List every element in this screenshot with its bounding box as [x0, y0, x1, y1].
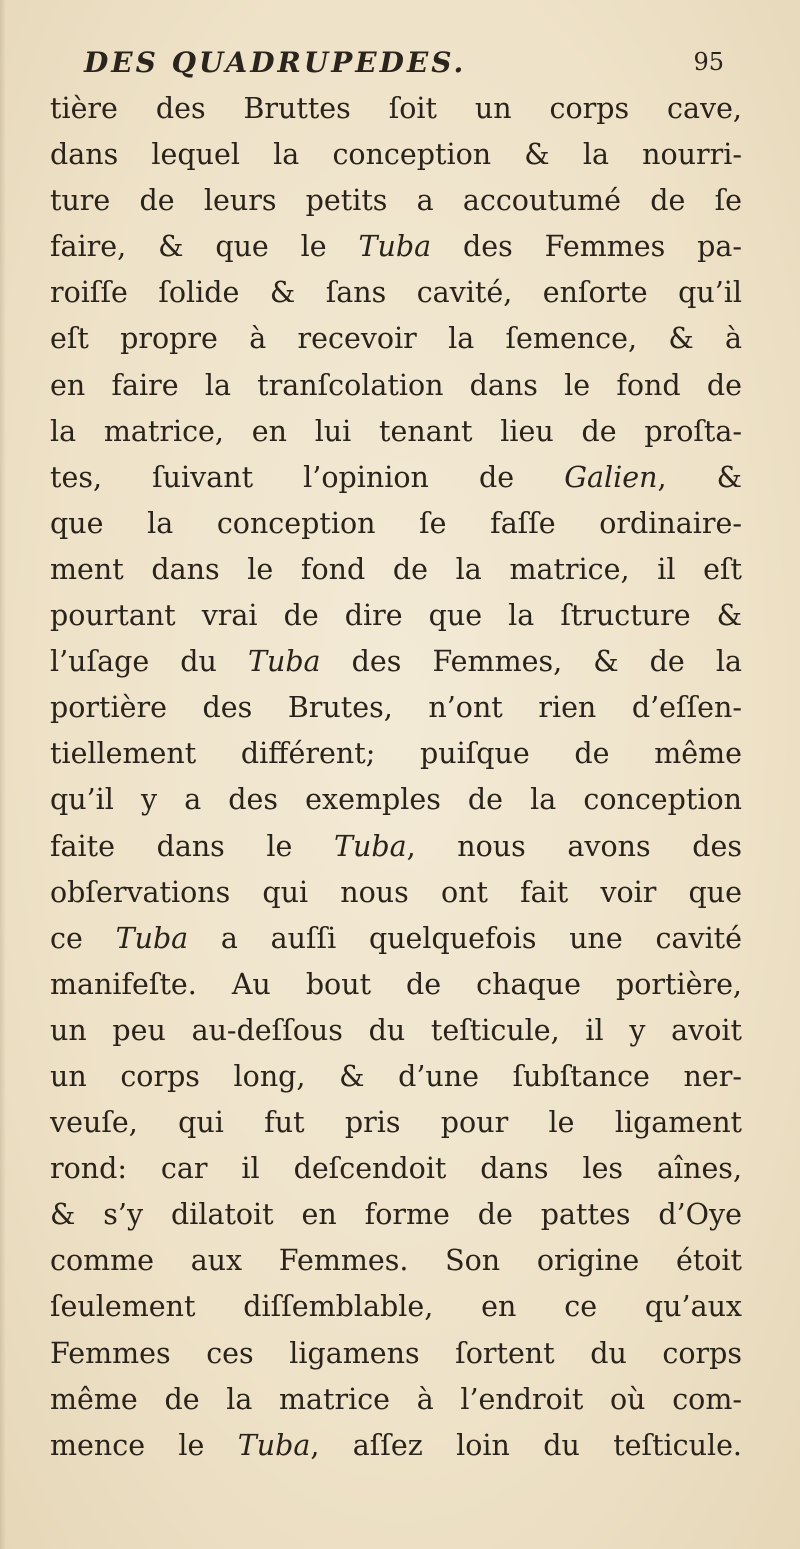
text-line-9: tes, ſuivant l’opinion de Galien, & — [50, 460, 742, 494]
text-line-1: tière des Bruttes ſoit un corps cave, — [50, 92, 742, 125]
text-line-30: mence le Tuba, aſſez loin du teſticule. — [50, 1428, 742, 1462]
text-line-18: obſervations qui nous ont fait voir que — [50, 875, 742, 909]
text-line-13: l’uſage du Tuba des Femmes, & de la — [50, 645, 742, 679]
page-number: 95 — [693, 48, 724, 76]
text-line-2: dans lequel la conception & la nourri- — [50, 138, 742, 172]
text-line-19: ce Tuba a auſſi quelquefois une cavité — [50, 921, 743, 955]
text-line-27: ſeulement diſſemblable, en ce qu’aux — [50, 1290, 742, 1324]
text-line-21: un peu au-deſſous du teſticule, il y avoit — [50, 1013, 742, 1047]
italic-term: Tuba — [115, 921, 189, 955]
text-line-10: que la conception ſe faſſe ordinaire- — [50, 506, 742, 540]
text-line-7: en faire la tranſcolation dans le fond de — [50, 368, 742, 402]
running-title: DES QUADRUPEDES. — [84, 46, 467, 79]
italic-term: Galien — [564, 460, 658, 494]
text-line-20: manifeſte. Au bout de chaque portière, — [50, 967, 742, 1001]
text-line-22: un corps long, & d’une ſubſtance ner- — [50, 1059, 742, 1093]
text-line-12: pourtant vrai de dire que la ſtructure & — [50, 599, 742, 633]
text-line-23: veuſe, qui fut pris pour le ligament — [50, 1106, 742, 1140]
text-line-26: comme aux Femmes. Son origine étoit — [50, 1244, 742, 1278]
text-line-5: roiſſe ſolide & ſans cavité, enſorte qu’il — [50, 276, 742, 310]
italic-term: Tuba — [237, 1428, 311, 1462]
running-head — [84, 46, 724, 86]
text-line-16: qu’il y a des exemples de la conception — [50, 783, 742, 817]
italic-term: Tuba — [358, 230, 432, 264]
page-fold-shadow — [0, 0, 6, 1549]
text-line-25: & s’y dilatoit en forme de pattes d’Oye — [50, 1198, 742, 1232]
italic-term: Tuba — [247, 645, 321, 679]
italic-term: Tuba — [334, 829, 407, 863]
text-line-29: même de la matrice à l’endroit où com- — [50, 1382, 742, 1416]
text-line-28: Femmes ces ligamens ſortent du corps — [50, 1336, 742, 1370]
text-line-15: tiellement différent; puiſque de même — [50, 737, 742, 771]
text-line-11: ment dans le fond de la matrice, il eſt — [50, 552, 742, 586]
text-line-8: la matrice, en lui tenant lieu de proſta- — [50, 414, 742, 448]
text-line-24: rond: car il deſcendoit dans les aînes, — [50, 1152, 742, 1186]
text-line-17: faite dans le Tuba, nous avons des — [50, 829, 742, 863]
body-text — [50, 86, 742, 1469]
text-line-6: eſt propre à recevoir la ſemence, & à — [50, 322, 742, 356]
text-line-3: ture de leurs petits a accoutumé de ſe — [50, 184, 742, 218]
text-line-14: portière des Brutes, n’ont rien d’eſſen- — [50, 691, 742, 725]
text-line-4: faire, & que le Tuba des Femmes pa- — [50, 230, 742, 264]
